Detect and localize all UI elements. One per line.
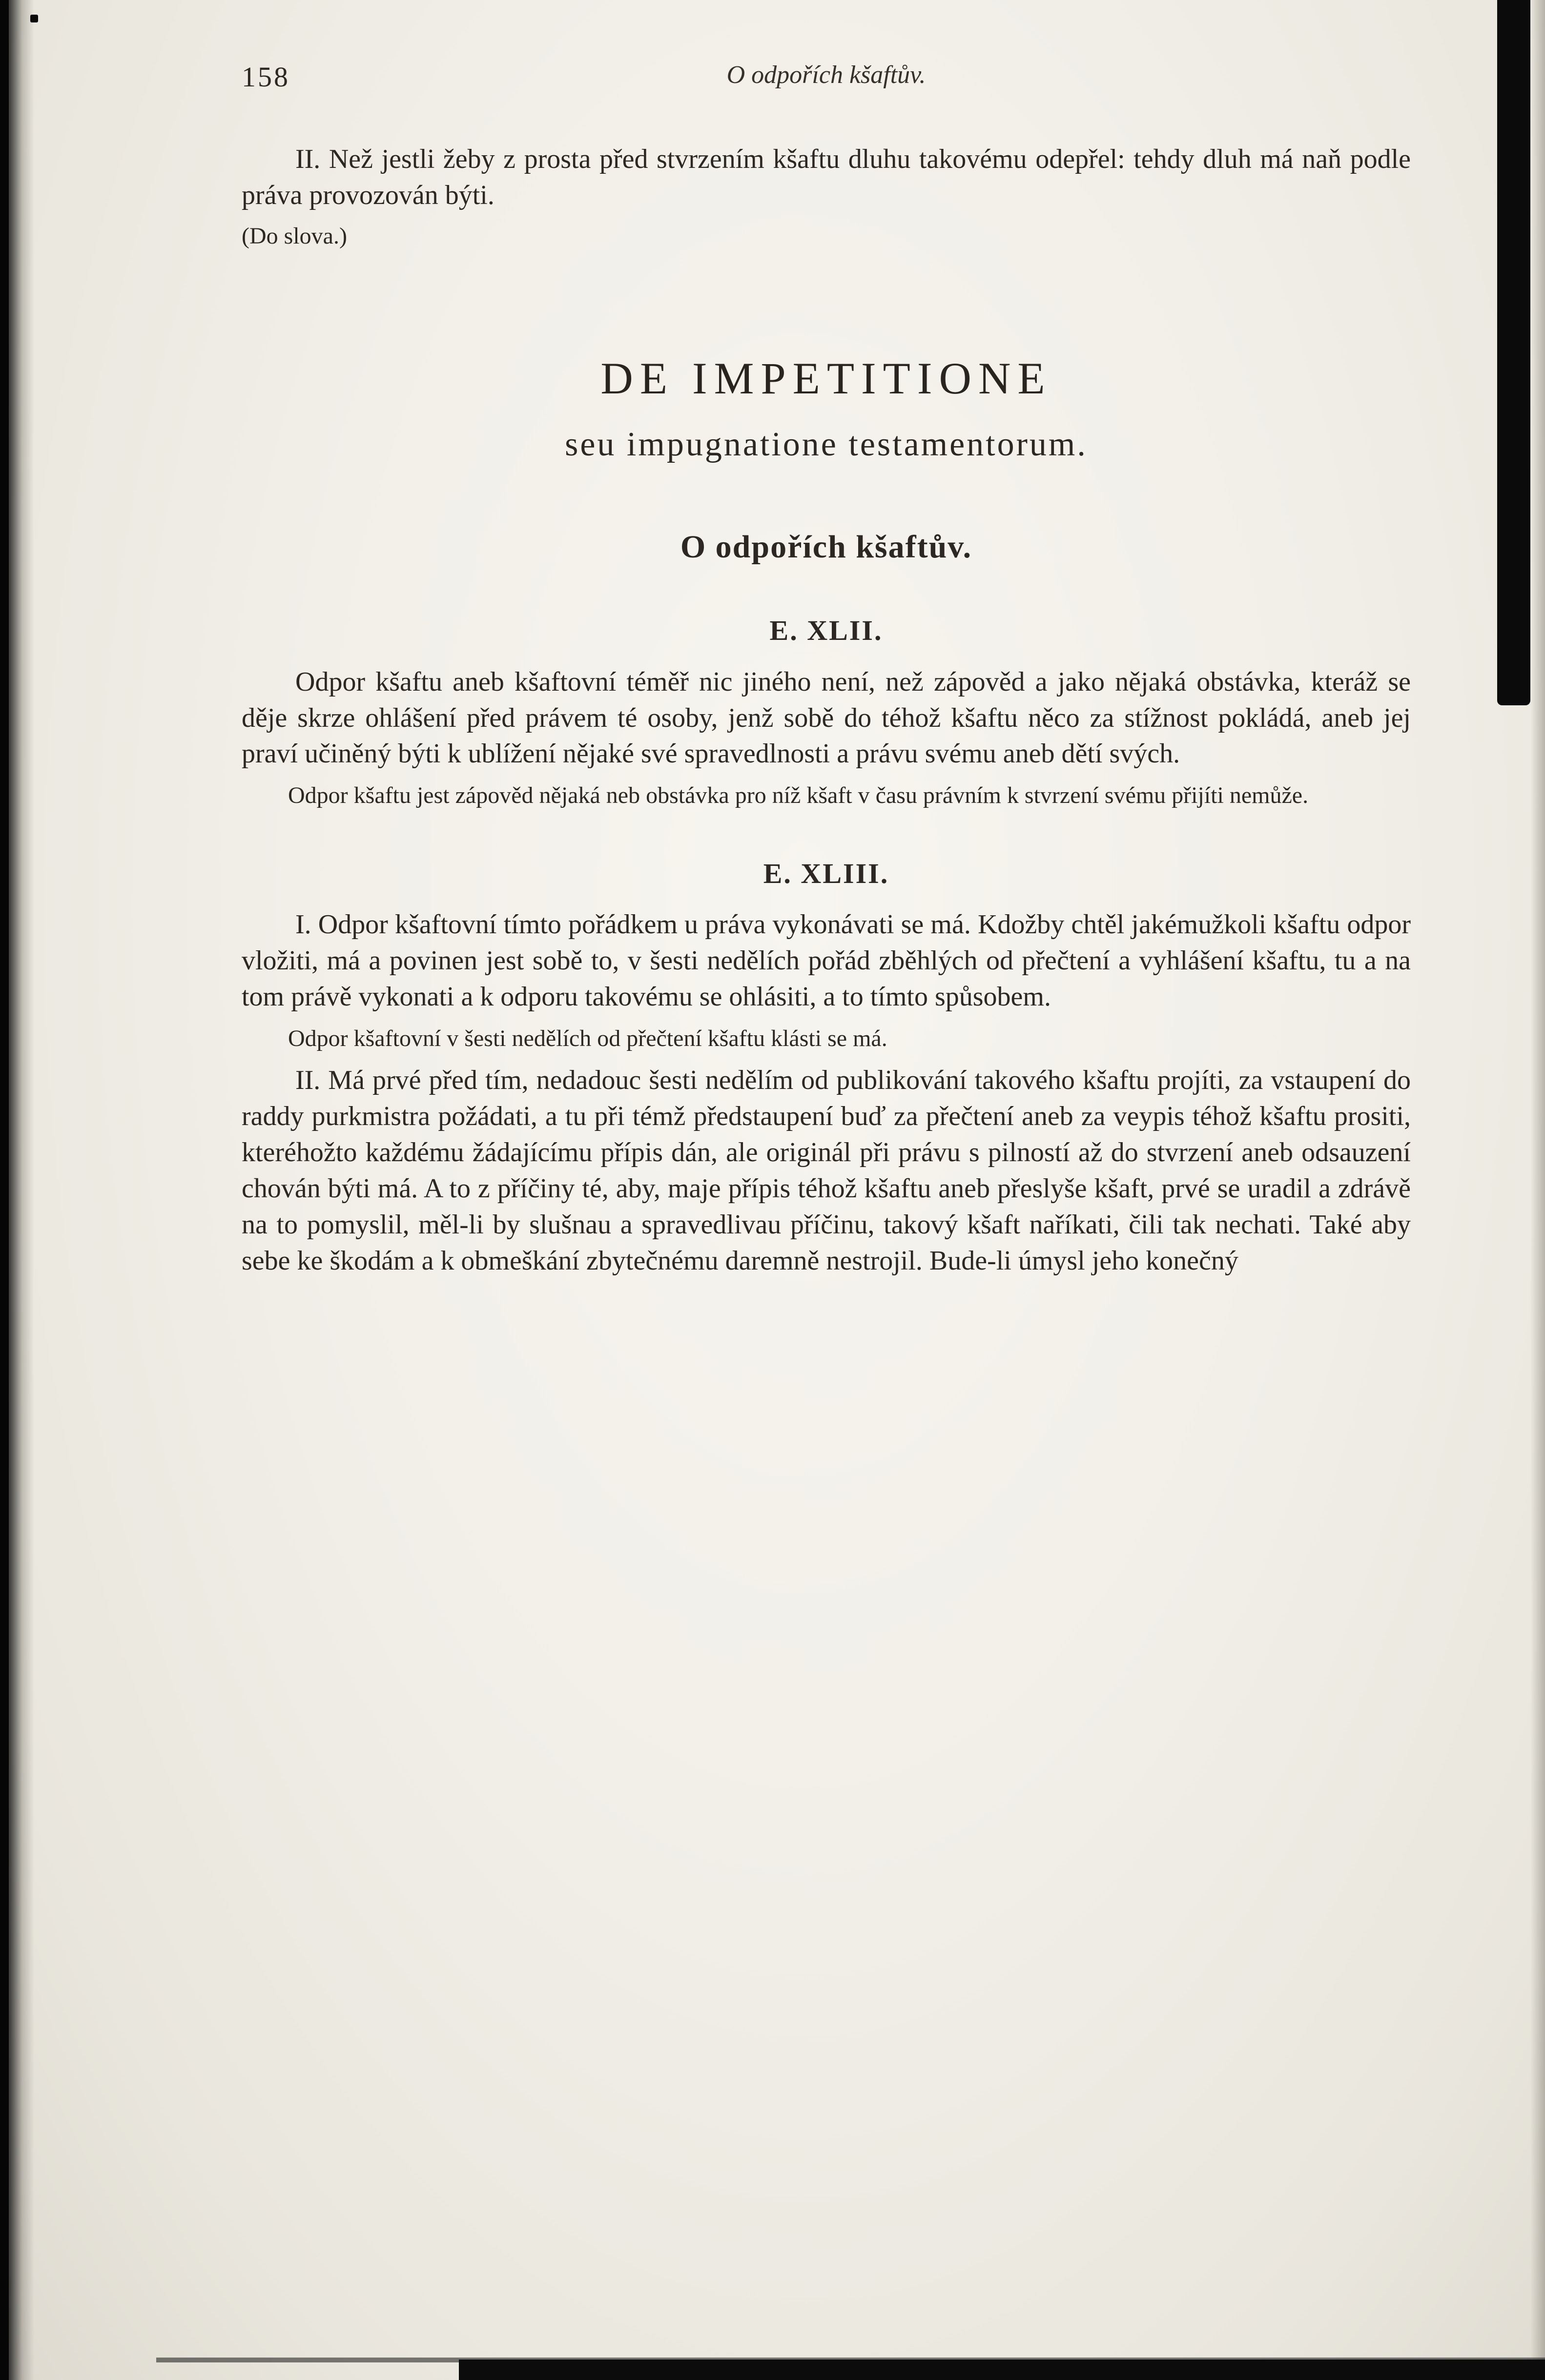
page-header — [242, 59, 1411, 112]
section-xlii-body: Odpor kšaftu aneb kšaftovní téměř nic jiného není, než zápověd a jako nějaká obstávka, kteráž se děje skrze ohlášení před právem té osoby, jenž sobě do téhož kšaftu něco za stížnost pokládá, aneb jej praví učiněný býti k ublížení nějaké své spravedlnosti a právu svému aneb dětí svých. — [242, 666, 1411, 769]
scan-artifact-corner-dot — [30, 15, 38, 22]
chapter-title-block — [242, 349, 1411, 467]
section-xliii-note: Odpor kšaftovní v šesti nedělích od přečtení kšaftu klásti se má. — [288, 1026, 887, 1051]
section-xliii-body-2: II. Má prvé před tím, nedadouc šesti nedělím od publikování takového kšaftu projíti, za vstaupení do raddy purkmistra požádati, a tu při témž předstaupení buď za přečtení aneb za veypis téhož kšaftu prositi, kteréhožto každému žádajícímu přípis dán, ale originál při právu s pilností až do stvrzení aneb odsauzení chován býti má. A to z příčiny té, aby, maje přípis téhož kšaftu aneb přeslyše kšaft, prvé se uradil a zdrávě na to pomyslil, měl-li by slušnau a spravedlivau příčinu, takový kšaft naříkati, čili tak nechati. Také aby sebe ke škodám a k obmeškání zbytečnému daremně nestrojil. Bude-li úmysl jeho konečný — [242, 1065, 1411, 1276]
scan-artifact-left-edge — [0, 0, 9, 2380]
section-heading-xlii: E. XLII. — [769, 615, 883, 647]
chapter-latin-title: DE IMPETITIONE — [600, 353, 1052, 404]
chapter-latin-subtitle: seu impugnatione testamentorum. — [565, 425, 1088, 463]
section-xliii-body-1: I. Odpor kšaftovní tímto pořádkem u práva vykonávati se má. Kdožby chtěl jakémužkoli kšaftu odpor vložiti, má a povinen jest sobě to, v šesti nedělích pořád zběhlých od přečtení a vyhlášení kšaftu, tu a na tom právě vykonati a k odporu takovému se ohlásiti, a to tímto spůsobem. — [242, 909, 1411, 1012]
verbatim-note: (Do slova.) — [242, 223, 347, 249]
chapter-czech-title: O odpořích kšaftův. — [680, 529, 972, 565]
scan-artifact-right-shade — [1530, 0, 1545, 2380]
section-heading-xliii: E. XLIII. — [763, 857, 889, 889]
scan-artifact-bottom-bar — [459, 2359, 1545, 2380]
scan-artifact-right-bar — [1497, 0, 1530, 705]
running-header: O odpořích kšaftův. — [726, 61, 926, 89]
page-content — [242, 59, 1411, 1279]
section-xlii-note: Odpor kšaftu jest zápověd nějaká neb obstávka pro níž kšaft v času právním k stvrzení svému přijíti nemůže. — [288, 782, 1309, 809]
intro-paragraph: II. Než jestli žeby z prosta před stvrzením kšaftu dluhu takovému odepřel: tehdy dluh má naň podle práva provozován býti. — [242, 144, 1411, 210]
page-number: 158 — [242, 61, 290, 93]
